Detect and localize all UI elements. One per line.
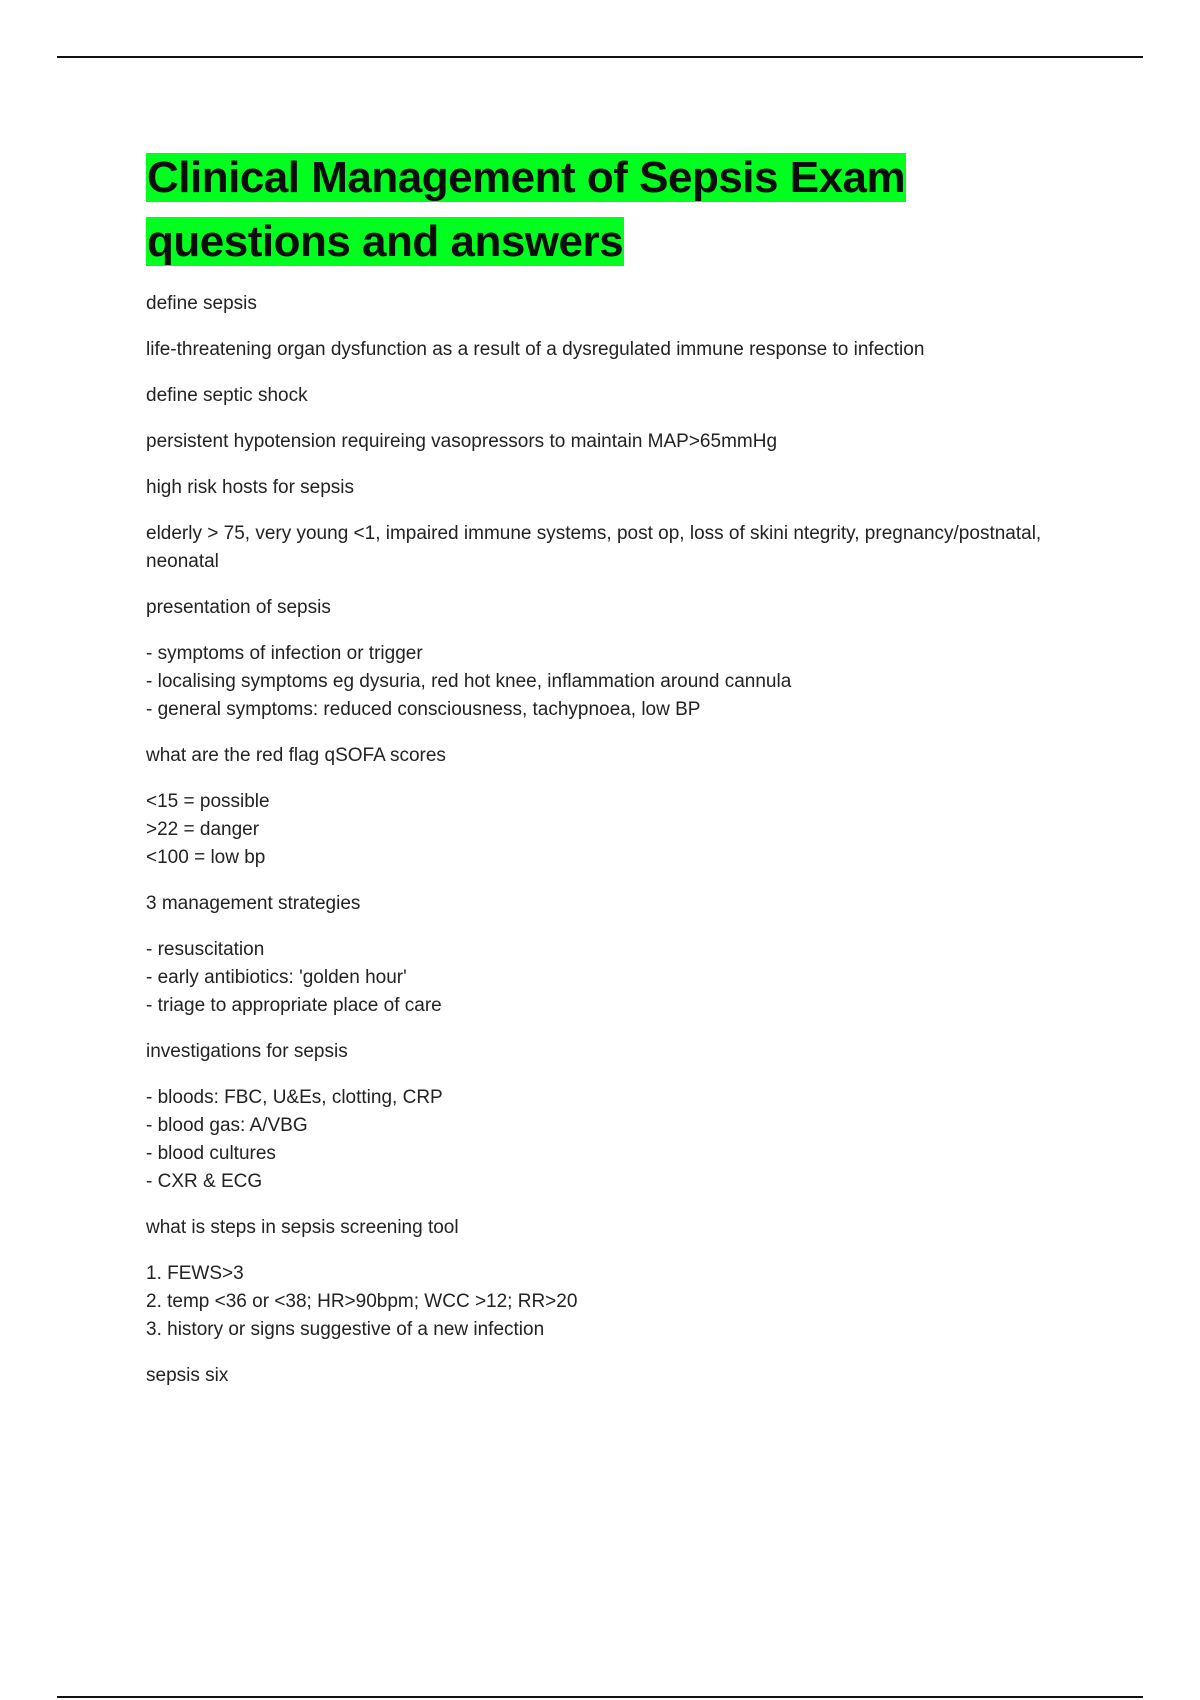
question-text: define septic shock xyxy=(146,385,308,406)
title-highlight: Clinical Management of Sepsis Exam questions and answers xyxy=(147,153,906,266)
document-title xyxy=(146,146,1106,274)
answer-text xyxy=(146,1260,1106,1344)
question-text: investigations for sepsis xyxy=(146,1041,348,1062)
answer-line: - localising symptoms eg dysuria, red hot knee, inflammation around cannula xyxy=(146,671,792,692)
qa-list xyxy=(146,290,1106,1390)
answer-line: 3. history or signs suggestive of a new infection xyxy=(146,1319,545,1340)
answer-line: - symptoms of infection or trigger xyxy=(146,643,423,664)
answer-text xyxy=(146,640,1106,724)
answer-line: <100 = low bp xyxy=(146,847,266,868)
question-text: sepsis six xyxy=(146,1365,229,1386)
answer-line: - CXR & ECG xyxy=(146,1171,263,1192)
answer-text xyxy=(146,336,1106,364)
answer-text xyxy=(146,788,1106,872)
question-text: what is steps in sepsis screening tool xyxy=(146,1217,459,1238)
answer-line: elderly > 75, very young <1, impaired immune systems, post op, loss of skini ntegrity, pregnancy/postnatal, neonatal xyxy=(146,523,1042,572)
answer-line: - early antibiotics: 'golden hour' xyxy=(146,967,407,988)
answer-line: <15 = possible xyxy=(146,791,270,812)
answer-line: - general symptoms: reduced consciousness, tachypnoea, low BP xyxy=(146,699,701,720)
answer-line: - triage to appropriate place of care xyxy=(146,995,442,1016)
answer-line: - blood gas: A/VBG xyxy=(146,1115,308,1136)
answer-line: life-threatening organ dysfunction as a result of a dysregulated immune response to infection xyxy=(146,339,925,360)
question-text: high risk hosts for sepsis xyxy=(146,477,355,498)
answer-line: - resuscitation xyxy=(146,939,265,960)
header-rule xyxy=(57,56,1143,58)
answer-line: - bloods: FBC, U&Es, clotting, CRP xyxy=(146,1087,443,1108)
answer-line: 2. temp <36 or <38; HR>90bpm; WCC >12; RR>20 xyxy=(146,1291,578,1312)
answer-line: 1. FEWS>3 xyxy=(146,1263,244,1284)
answer-text xyxy=(146,1084,1106,1196)
answer-text xyxy=(146,428,1106,456)
question-text: define sepsis xyxy=(146,293,257,314)
answer-line: - blood cultures xyxy=(146,1143,276,1164)
question-text: what are the red flag qSOFA scores xyxy=(146,745,446,766)
question-text: presentation of sepsis xyxy=(146,597,331,618)
question-text: 3 management strategies xyxy=(146,893,361,914)
answer-text xyxy=(146,936,1106,1020)
answer-text xyxy=(146,520,1106,576)
document-page xyxy=(146,146,1106,1408)
answer-line: persistent hypotension requireing vasopressors to maintain MAP>65mmHg xyxy=(146,431,778,452)
answer-line: >22 = danger xyxy=(146,819,260,840)
footer-rule xyxy=(57,1696,1143,1698)
